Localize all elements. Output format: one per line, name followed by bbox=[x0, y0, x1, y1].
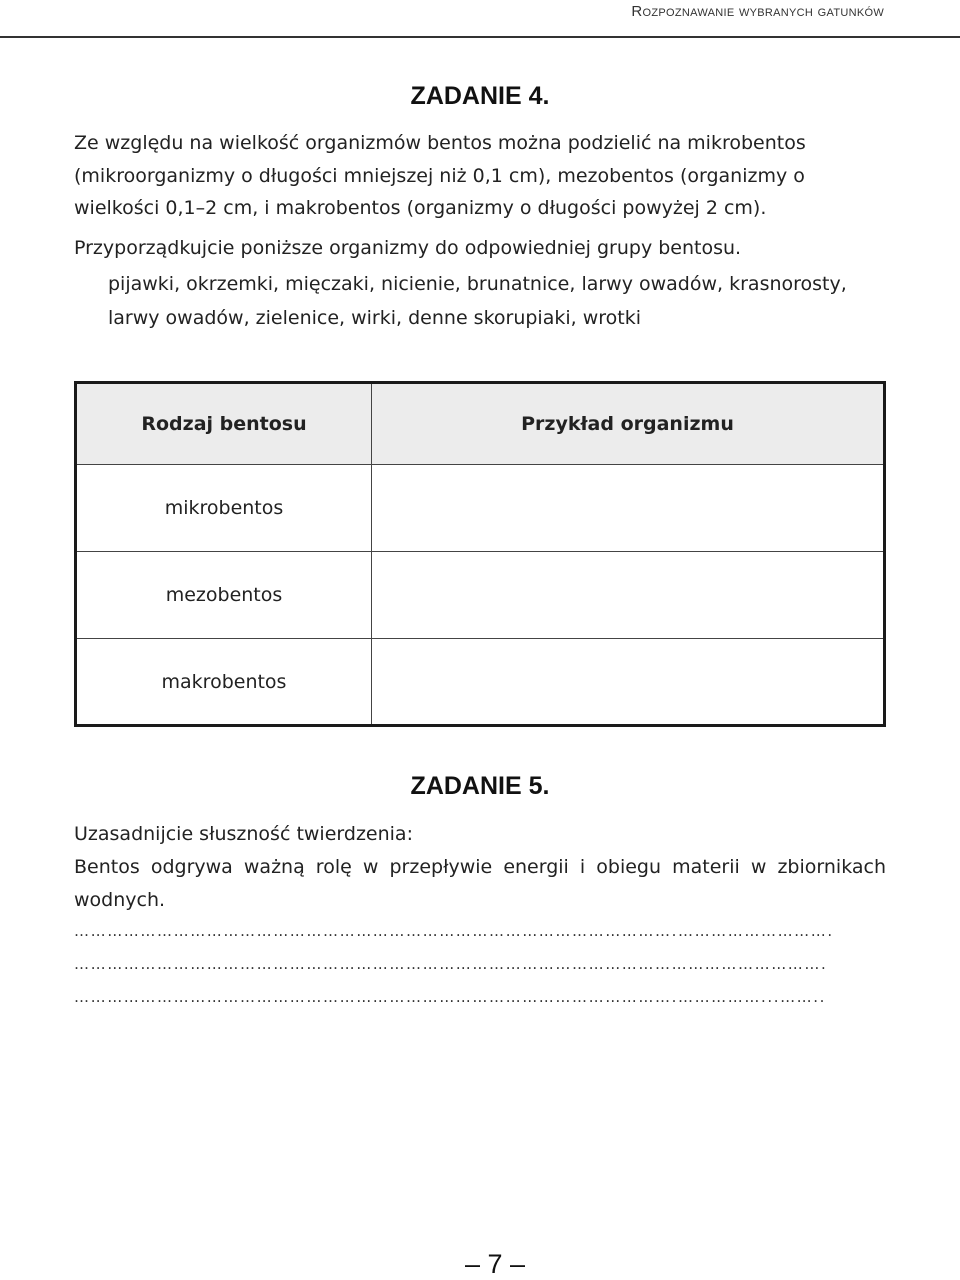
answer-cell[interactable] bbox=[372, 465, 885, 552]
answer-line[interactable]: ……………………………………………………………………………………………….……………...…….. bbox=[74, 988, 827, 1006]
task-5-statement: Bentos odgrywa ważną rolę w przepływie energii i obiegu materii w zbiornikach wodnych. bbox=[74, 856, 886, 911]
task-4-instruction: Przyporządkujcie poniższe organizmy do odpowiedniej grupy bentosu. bbox=[74, 237, 742, 259]
task-5-instruction: Uzasadnijcie słuszność twierdzenia: bbox=[74, 823, 413, 845]
benthos-type-cell: makrobentos bbox=[76, 639, 372, 726]
answer-line[interactable]: ………………………………………………………………………………………………………………………. bbox=[74, 955, 828, 973]
column-header-type: Rodzaj bentosu bbox=[76, 383, 372, 465]
table-header-row bbox=[76, 383, 885, 465]
answer-line[interactable]: ……………………………………………………………………………………………….………………………. bbox=[74, 922, 834, 940]
task-4-intro: Ze względu na wielkość organizmów bentos można podzielić na mikrobentos (mikroorganizmy o długości mniejszej niż 0,1 cm), mezobentos (organizmy o wielkości 0,1–2 cm, i makrobentos (organizmy o długości powyżej 2 cm). bbox=[74, 132, 806, 220]
task-4-title: ZADANIE 4. bbox=[410, 82, 550, 110]
task-5-title: ZADANIE 5. bbox=[410, 772, 550, 800]
benthos-type-cell: mezobentos bbox=[76, 552, 372, 639]
answer-cell[interactable] bbox=[372, 639, 885, 726]
table-row bbox=[76, 465, 885, 552]
organism-list: pijawki, okrzemki, mięczaki, nicienie, brunatnice, larwy owadów, krasnorosty, larwy owadów, zielenice, wirki, denne skorupiaki, wrotki bbox=[108, 273, 847, 329]
running-header-title: Rozpoznawanie wybranych gatunków bbox=[631, 3, 884, 20]
answer-cell[interactable] bbox=[372, 552, 885, 639]
page-header bbox=[0, 0, 960, 38]
table-row bbox=[76, 552, 885, 639]
column-header-example: Przykład organizmu bbox=[372, 383, 885, 465]
table-row bbox=[76, 639, 885, 726]
page-number: – 7 – bbox=[464, 1249, 526, 1279]
benthos-type-cell: mikrobentos bbox=[76, 465, 372, 552]
bentos-table bbox=[74, 381, 886, 727]
